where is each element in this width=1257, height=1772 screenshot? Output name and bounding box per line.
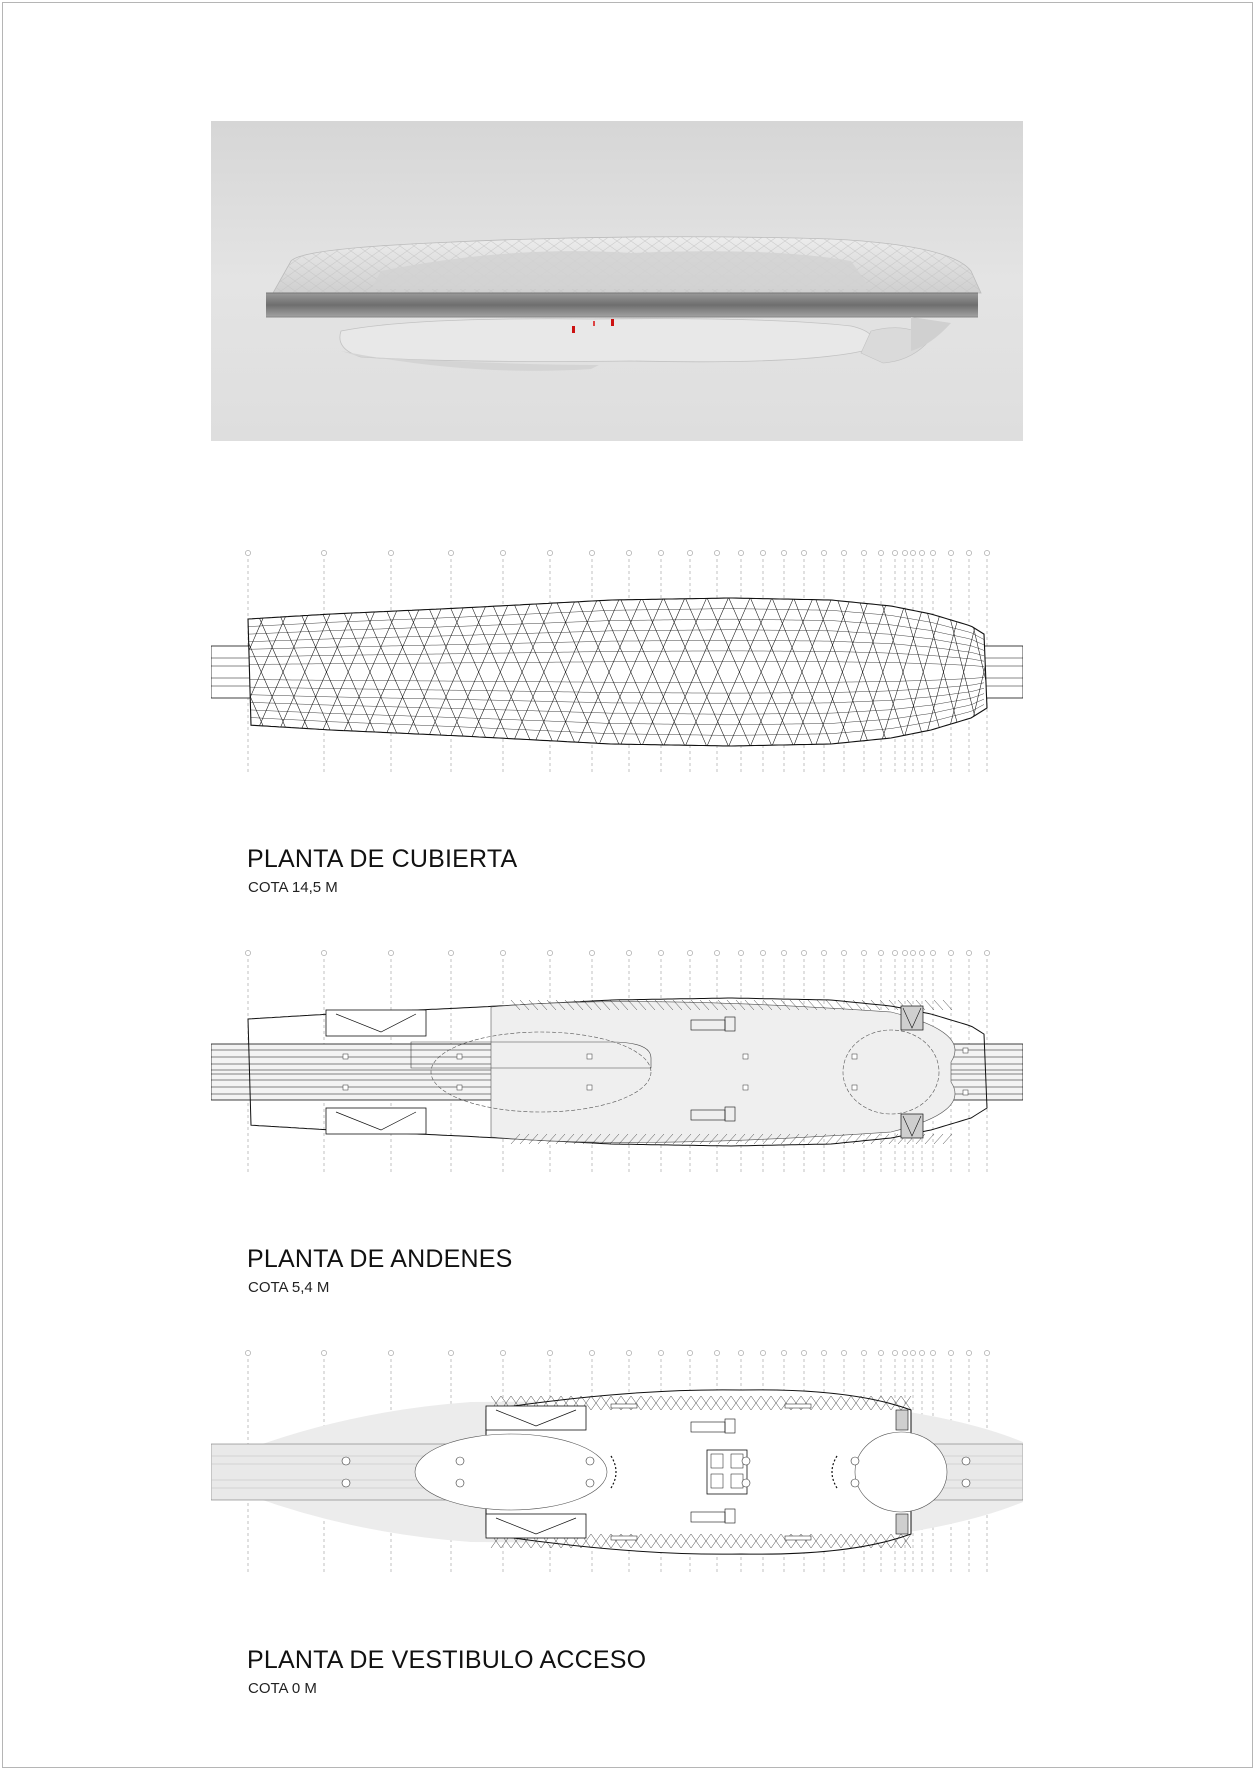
grid-axis-bubble [861,550,866,555]
grid-axis-bubble [948,950,953,955]
stair-block [896,1514,908,1534]
grid-axis-bubble [861,950,866,955]
column [852,1054,857,1059]
grid-axis-bubble [801,950,806,955]
grid-axis-bubble [500,550,505,555]
stair-block [896,1410,908,1430]
plan-drawing-cubierta [211,545,1023,775]
column [742,1479,750,1487]
lattice-edge [925,1000,934,1010]
grid-axis-bubble [589,550,594,555]
stair-block [901,1114,923,1138]
column [586,1479,594,1487]
column [851,1457,859,1465]
grid-axis-bubble [966,550,971,555]
lattice-edge [862,1134,871,1144]
grid-axis-bubble [448,950,453,955]
grid-axis-bubble [781,1350,786,1355]
service-core [707,1450,747,1494]
column [457,1054,462,1059]
grid-axis-bubble [687,550,692,555]
grid-axis-bubble [781,950,786,955]
column [743,1085,748,1090]
grid-axis-bubble [547,550,552,555]
grid-axis-bubble [626,550,631,555]
column [456,1457,464,1465]
grid-axis-bubble [500,950,505,955]
counter [611,1536,637,1540]
grid-axis-bubble [760,950,765,955]
plan-drawing-vestibulo [211,1345,1023,1575]
grid-axis-bubble [658,950,663,955]
grid-axis-bubble [930,1350,935,1355]
grid-axis-bubble [919,950,924,955]
grid-axis-bubble [738,550,743,555]
platform-canopy-zone [491,1002,955,1143]
grid-axis-bubble [500,1350,505,1355]
hall-tongue-right [855,1432,947,1512]
grid-axis-bubble [984,550,989,555]
grid-axis-bubble [892,1350,897,1355]
grid-axis-bubble [861,1350,866,1355]
grid-axis-bubble [821,1350,826,1355]
grid-axis-bubble [910,550,915,555]
counter [611,1404,637,1408]
lattice-edge [853,1000,862,1010]
grid-axis-bubble [801,1350,806,1355]
column [587,1054,592,1059]
grid-axis-bubble [948,1350,953,1355]
grid-axis-bubble [966,950,971,955]
grid-axis-bubble [714,950,719,955]
grid-axis-bubble [902,550,907,555]
grid-axis-bubble [984,1350,989,1355]
grid-axis-bubble [781,550,786,555]
grid-axis-bubble [245,950,250,955]
grid-axis-bubble [930,950,935,955]
grid-axis-bubble [547,950,552,955]
ramp-block [486,1514,586,1538]
grid-axis-bubble [878,950,883,955]
lattice-edge [862,1000,871,1010]
grid-axis-bubble [388,1350,393,1355]
track-stub-left [211,646,251,698]
column [963,1048,968,1053]
column [962,1479,970,1487]
lattice-edge [934,1134,943,1144]
column [342,1457,350,1465]
grid-axis-bubble [966,1350,971,1355]
grid-axis-bubble [448,1350,453,1355]
grid-axis-bubble [626,1350,631,1355]
lattice-edge [934,1000,943,1010]
grid-axis-bubble [626,950,631,955]
grid-axis-bubble [910,1350,915,1355]
grid-axis-bubble [321,1350,326,1355]
column [343,1054,348,1059]
column [342,1479,350,1487]
grid-axis-bubble [892,950,897,955]
column [963,1090,968,1095]
column [743,1054,748,1059]
grid-axis-bubble [245,550,250,555]
lattice-edge [853,1134,862,1144]
grid-axis-bubble [902,950,907,955]
roof-fill [248,598,987,746]
grid-axis-bubble [714,1350,719,1355]
grid-axis-bubble [930,550,935,555]
grid-axis-bubble [388,950,393,955]
track-stub-right [983,646,1023,698]
plan-drawing-andenes [211,945,1023,1175]
lattice-edge [889,1134,898,1144]
grid-axis-bubble [821,550,826,555]
grid-axis-bubble [760,1350,765,1355]
plan-subtitle-andenes: COTA 5,4 M [248,1279,330,1296]
grid-axis-bubble [910,950,915,955]
lattice-edge [925,1134,934,1144]
grid-axis-bubble [841,950,846,955]
grid-axis-bubble [892,550,897,555]
grid-axis-bubble [547,1350,552,1355]
counter [785,1404,811,1408]
grid-axis-bubble [687,950,692,955]
lattice-edge [943,1000,952,1010]
counter [785,1536,811,1540]
plan-title-andenes: PLANTA DE ANDENES [247,1245,513,1273]
grid-axis-bubble [801,550,806,555]
column [587,1085,592,1090]
grid-axis-bubble [984,950,989,955]
lattice-edge [889,1000,898,1010]
grid-axis-bubble [878,1350,883,1355]
column [852,1085,857,1090]
grid-axis-bubble [841,550,846,555]
grid-axis-bubble [321,950,326,955]
grid-axis-bubble [687,1350,692,1355]
aerial-render-image [211,121,1023,441]
grid-axis-bubble [878,550,883,555]
grid-axis-bubble [658,550,663,555]
grid-axis-bubble [821,950,826,955]
grid-axis-bubble [589,1350,594,1355]
grid-axis-bubble [738,950,743,955]
column [457,1085,462,1090]
ramp-block [326,1010,426,1036]
grid-axis-bubble [919,550,924,555]
grid-axis-bubble [388,550,393,555]
grid-axis-bubble [321,550,326,555]
column [456,1479,464,1487]
grid-axis-bubble [738,1350,743,1355]
column [962,1457,970,1465]
column [851,1479,859,1487]
stair-block [901,1006,923,1030]
plan-title-cubierta: PLANTA DE CUBIERTA [247,845,518,873]
grid-axis-bubble [841,1350,846,1355]
plan-subtitle-cubierta: COTA 14,5 M [248,879,338,896]
lattice-edge [943,1134,952,1144]
column [742,1457,750,1465]
column [343,1085,348,1090]
hall-tongue-left [415,1434,607,1510]
grid-axis-bubble [948,550,953,555]
ramp-block [326,1108,426,1134]
plan-subtitle-vestibulo: COTA 0 M [248,1680,317,1697]
grid-axis-bubble [245,1350,250,1355]
column [586,1457,594,1465]
grid-axis-bubble [589,950,594,955]
ramp-block [486,1406,586,1430]
grid-axis-bubble [448,550,453,555]
grid-axis-bubble [760,550,765,555]
grid-axis-bubble [919,1350,924,1355]
plan-title-vestibulo: PLANTA DE VESTIBULO ACCESO [247,1646,647,1674]
grid-axis-bubble [714,550,719,555]
grid-axis-bubble [902,1350,907,1355]
grid-axis-bubble [658,1350,663,1355]
